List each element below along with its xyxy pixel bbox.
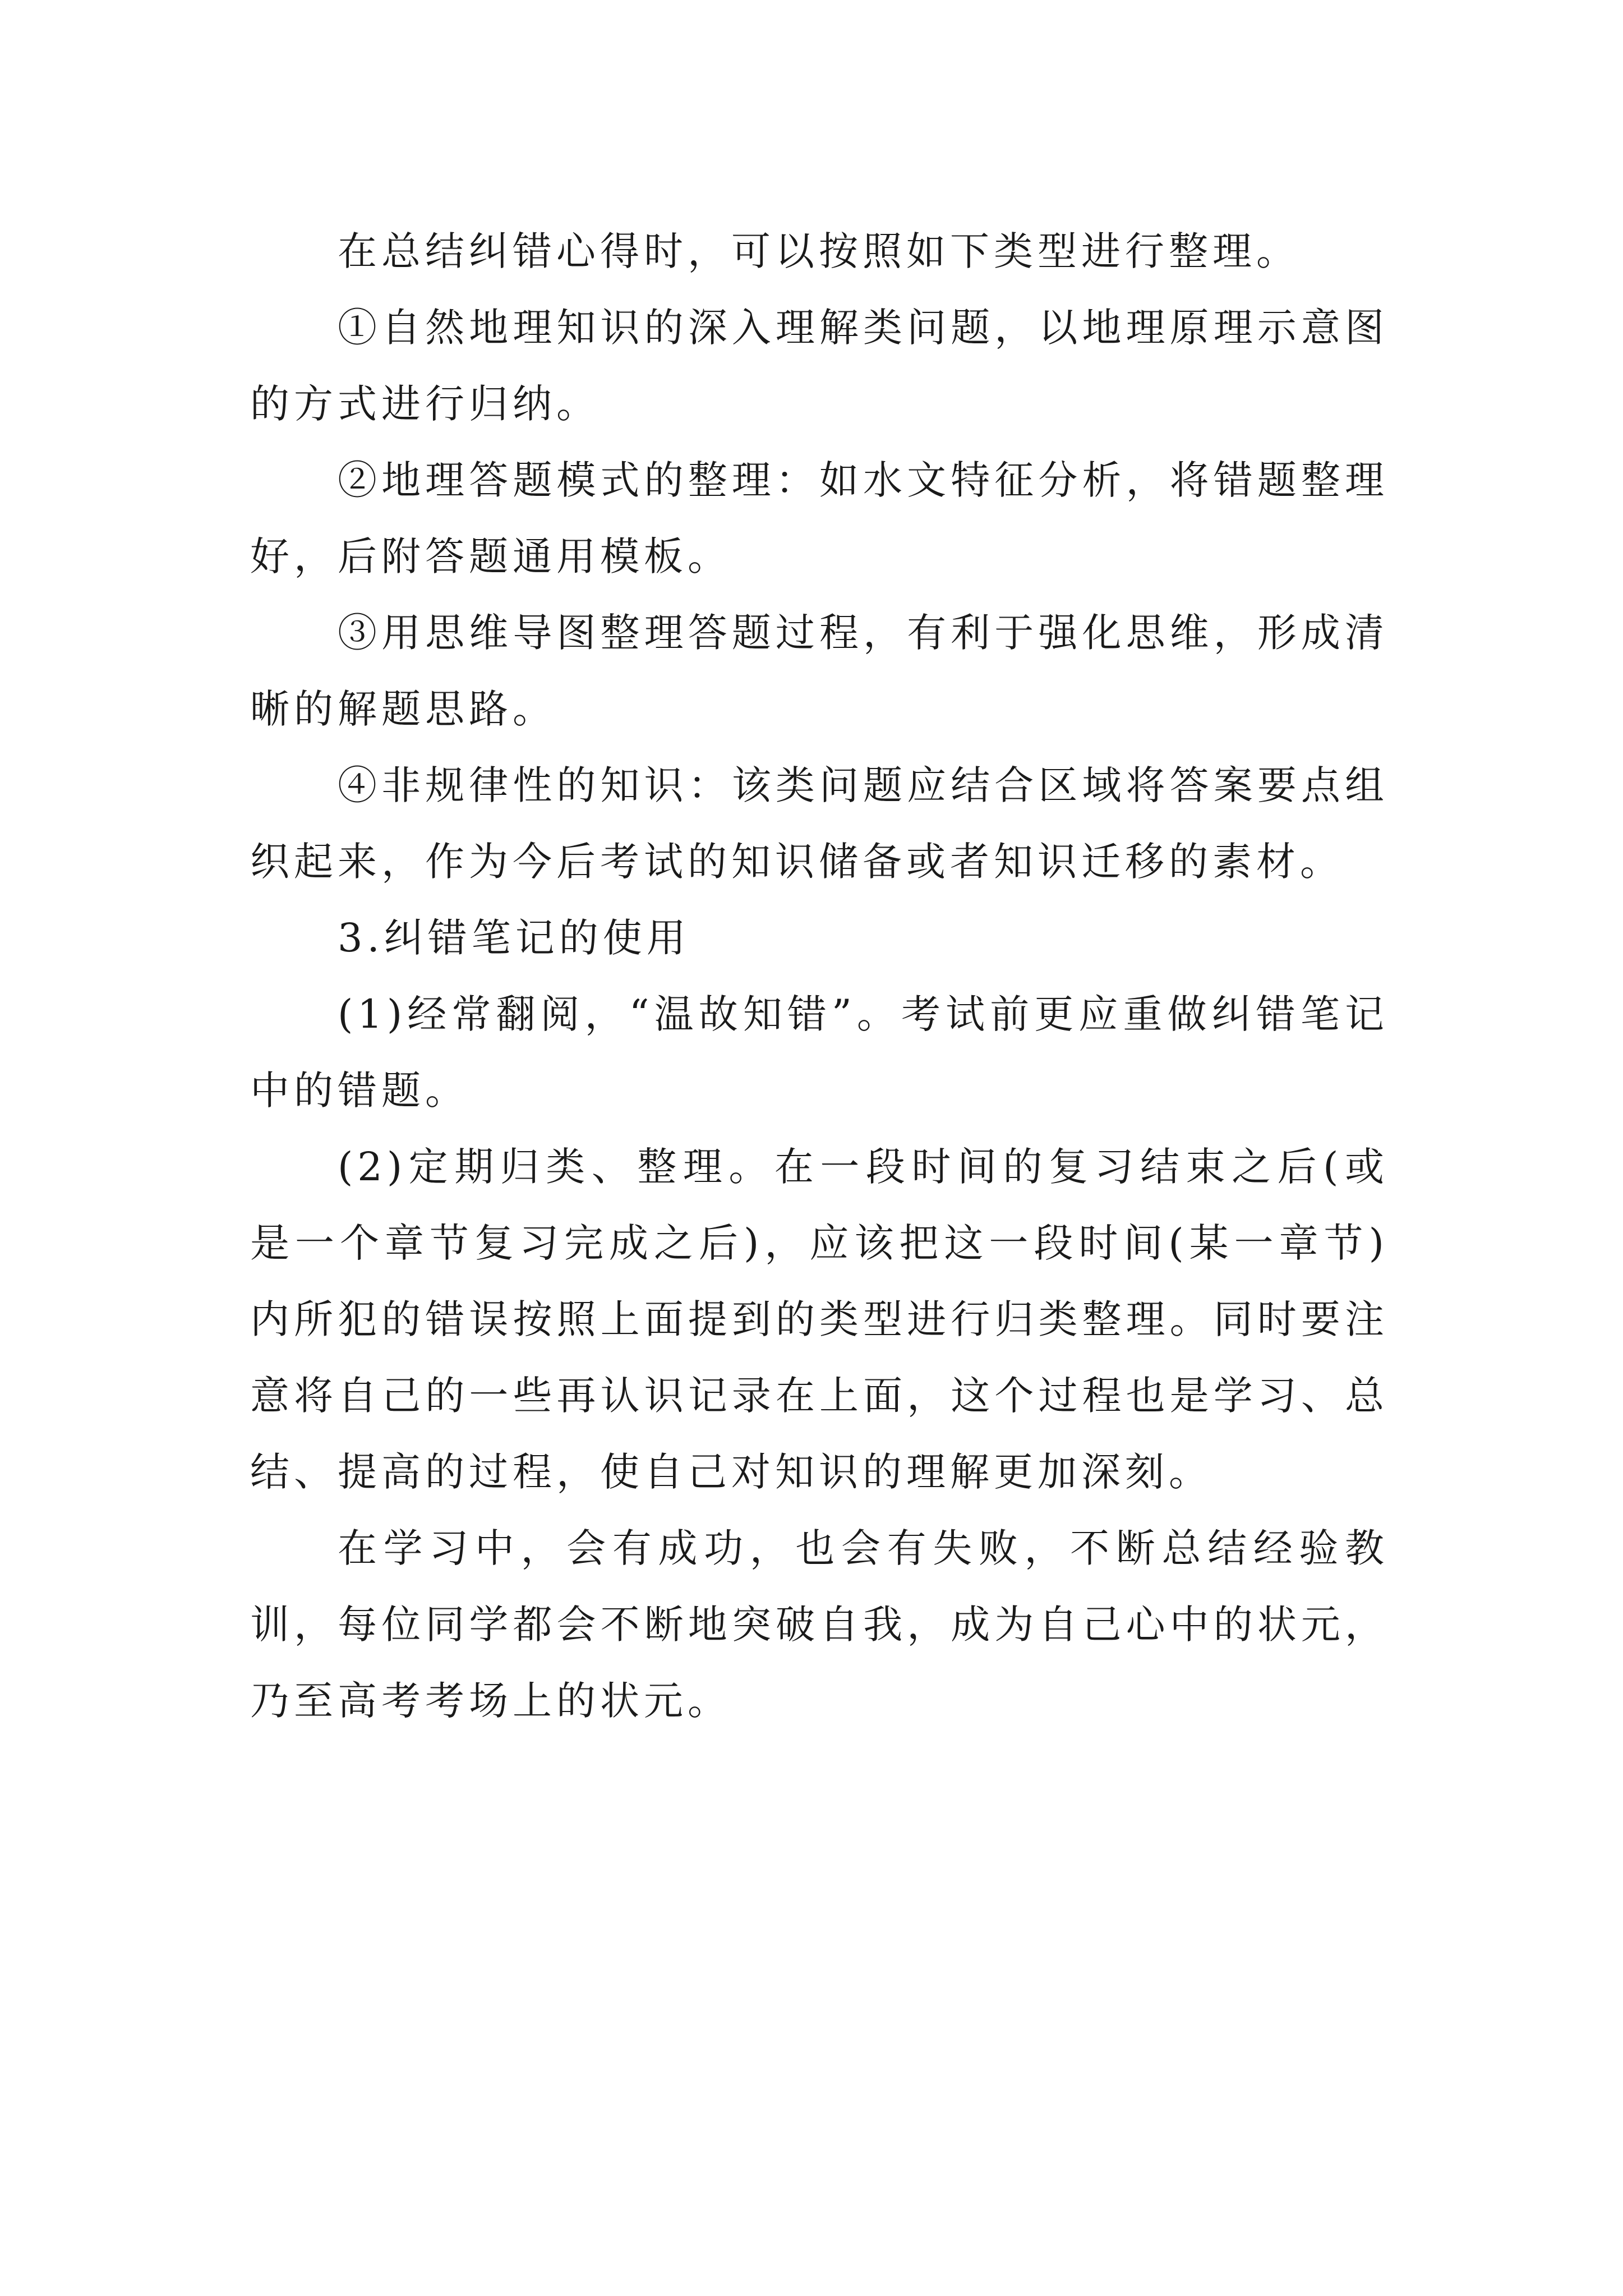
document-body (250, 213, 1389, 1739)
section-heading: 3.纠错笔记的使用 (338, 915, 690, 961)
paragraph-item-3: ③用思维导图整理答题过程，有利于强化思维，形成清晰的解题思路。 (250, 610, 1389, 732)
paragraph-conclusion: 在学习中，会有成功，也会有失败，不断总结经验教训，每位同学都会不断地突破自我，成为自己心中的状元，乃至高考考场上的状元。 (250, 1525, 1389, 1724)
paragraph-intro: 在总结纠错心得时，可以按照如下类型进行整理。 (338, 228, 1300, 274)
paragraph-usage-1: (1)经常翻阅，“温故知错”。考试前更应重做纠错笔记中的错题。 (250, 991, 1389, 1114)
paragraph-item-4: ④非规律性的知识：该类问题应结合区域将答案要点组织起来，作为今后考试的知识储备或者知识迁移的素材。 (250, 762, 1389, 885)
paragraph-usage-2: (2)定期归类、整理。在一段时间的复习结束之后(或是一个章节复习完成之后)，应该把这一段时间(某一章节)内所犯的错误按照上面提到的类型进行归类整理。同时要注意将自己的一些再认识记录在上面，这个过程也是学习、总结、提高的过程，使自己对知识的理解更加深刻。 (250, 1144, 1389, 1495)
paragraph-item-1: ①自然地理知识的深入理解类问题，以地理原理示意图的方式进行归纳。 (250, 305, 1389, 427)
paragraph-item-2: ②地理答题模式的整理：如水文特征分析，将错题整理好，后附答题通用模板。 (250, 457, 1389, 579)
